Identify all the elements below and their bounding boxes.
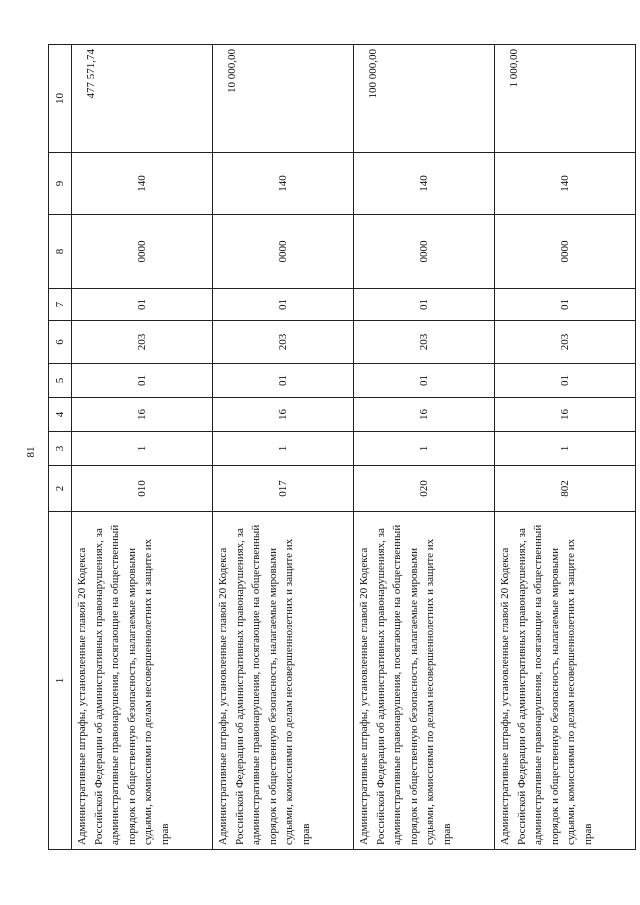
description-cell: Административные штрафы, установленные главой 20 Кодекса Российской Федерации об административных правонарушениях, за административные правонарушения, посягающие на общественный порядок и общественную безопасность, налагаемые мировыми судьями, комиссиями по делам несовершеннолетних и защите их прав	[72, 512, 213, 850]
code-cell: 01	[72, 364, 213, 398]
code-cell: 140	[72, 153, 213, 215]
code-cell: 01	[354, 289, 495, 321]
code-cell: 203	[495, 321, 636, 364]
header-cell: 2	[49, 466, 72, 512]
code-cell: 020	[354, 466, 495, 512]
code-cell: 01	[213, 289, 354, 321]
table-row	[495, 45, 636, 850]
code-cell: 0000	[72, 215, 213, 289]
code-cell: 203	[213, 321, 354, 364]
code-cell: 140	[354, 153, 495, 215]
table-row	[72, 45, 213, 850]
page-number: 81	[25, 446, 37, 458]
amount-cell: 100 000,00	[354, 45, 495, 153]
code-cell: 01	[495, 289, 636, 321]
table-row	[213, 45, 354, 850]
code-cell: 16	[354, 398, 495, 432]
header-cell: 7	[49, 289, 72, 321]
header-cell: 6	[49, 321, 72, 364]
code-cell: 010	[72, 466, 213, 512]
code-cell: 140	[213, 153, 354, 215]
code-cell: 1	[495, 432, 636, 466]
amount-cell: 10 000,00	[213, 45, 354, 153]
code-cell: 16	[495, 398, 636, 432]
code-cell: 203	[354, 321, 495, 364]
rotated-table-container	[48, 45, 640, 850]
code-cell: 0000	[495, 215, 636, 289]
code-cell: 16	[72, 398, 213, 432]
description-cell: Административные штрафы, установленные главой 20 Кодекса Российской Федерации об административных правонарушениях, за административные правонарушения, посягающие на общественный порядок и общественную безопасность, налагаемые мировыми судьями, комиссиями по делам несовершеннолетних и защите их прав	[213, 512, 354, 850]
header-row	[49, 45, 72, 850]
header-cell: 1	[49, 512, 72, 850]
table-area	[48, 45, 640, 850]
code-cell: 0000	[213, 215, 354, 289]
code-cell: 01	[72, 289, 213, 321]
header-cell: 9	[49, 153, 72, 215]
amount-cell: 1 000,00	[495, 45, 636, 153]
header-cell: 3	[49, 432, 72, 466]
code-cell: 203	[72, 321, 213, 364]
code-cell: 0000	[354, 215, 495, 289]
table-row	[354, 45, 495, 850]
code-cell: 01	[213, 364, 354, 398]
description-cell: Административные штрафы, установленные главой 20 Кодекса Российской Федерации об административных правонарушениях, за административные правонарушения, посягающие на общественный порядок и общественную безопасность, налагаемые мировыми судьями, комиссиями по делам несовершеннолетних и защите их прав	[354, 512, 495, 850]
header-cell: 4	[49, 398, 72, 432]
code-cell: 01	[495, 364, 636, 398]
code-cell: 01	[354, 364, 495, 398]
header-cell: 5	[49, 364, 72, 398]
budget-table	[48, 44, 636, 850]
code-cell: 1	[72, 432, 213, 466]
code-cell: 140	[495, 153, 636, 215]
header-cell: 10	[49, 45, 72, 153]
code-cell: 1	[213, 432, 354, 466]
amount-cell: 477 571,74	[72, 45, 213, 153]
header-cell: 8	[49, 215, 72, 289]
description-cell: Административные штрафы, установленные главой 20 Кодекса Российской Федерации об административных правонарушениях, за административные правонарушения, посягающие на общественный порядок и общественную безопасность, налагаемые мировыми судьями, комиссиями по делам несовершеннолетних и защите их прав	[495, 512, 636, 850]
code-cell: 16	[213, 398, 354, 432]
code-cell: 802	[495, 466, 636, 512]
code-cell: 1	[354, 432, 495, 466]
code-cell: 017	[213, 466, 354, 512]
